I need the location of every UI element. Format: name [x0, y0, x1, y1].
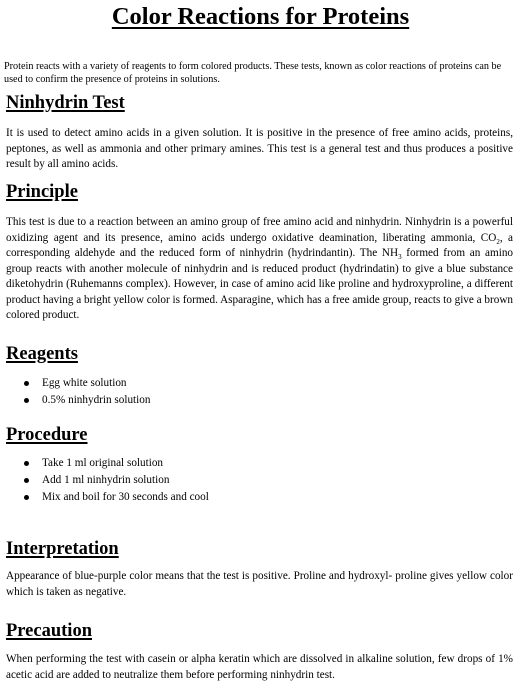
principle-text-c: formed from an amino group reacts with another molecule of ninhydrin and is reduced product (hydrindatin) to give a blue substance diketohydrin (Ruhemanns complex). However, in case of amino acid like proline and hydroxyproline, a different product having a bright yellow color is formed. Asparagine, which has a free amide group, reacts to give a brown colored product. [6, 247, 514, 321]
ninhydrin-test-heading: Ninhydrin Test [6, 93, 125, 113]
interpretation-heading: Interpretation [6, 539, 119, 559]
procedure-heading: Procedure [6, 425, 88, 445]
co2-subscript: 2 [496, 237, 500, 246]
bullet-icon [24, 398, 29, 403]
precaution-heading: Precaution [6, 621, 92, 641]
list-item: Take 1 ml original solution [21, 455, 209, 472]
reagents-heading: Reagents [6, 344, 78, 364]
list-item: 0.5% ninhydrin solution [21, 392, 150, 409]
interpretation-paragraph: Appearance of blue-purple color means that the test is positive. Proline and hydroxyl- proline gives yellow color which is taken as negative. [6, 570, 513, 598]
principle-paragraph [6, 215, 513, 324]
procedure-list [21, 455, 209, 506]
intro-paragraph: Protein reacts with a variety of reagents to form colored products. These tests, known as color reactions of proteins can be used to confirm the presence of proteins in solutions. [4, 61, 502, 85]
bullet-icon [24, 495, 29, 500]
bullet-icon [24, 461, 29, 466]
page-title: Color Reactions for Proteins [111, 3, 410, 30]
list-item: Mix and boil for 30 seconds and cool [21, 489, 209, 506]
list-item: Egg white solution [21, 375, 150, 392]
precaution-paragraph: When performing the test with casein or alpha keratin which are dissolved in alkaline solution, few drops of 1% acetic acid are added to neutralize them before performing ninhydrin test. [6, 653, 513, 681]
bullet-icon [24, 381, 29, 386]
nh3-subscript: 3 [398, 253, 402, 262]
bullet-icon [24, 478, 29, 483]
principle-text-b: , a corresponding aldehyde and the reduced form of ninhydrin (hydrindantin). The NH [6, 231, 514, 259]
list-item: Add 1 ml ninhydrin solution [21, 472, 209, 489]
ninhydrin-test-paragraph: It is used to detect amino acids in a given solution. It is positive in the presence of free amino acids, proteins, peptones, as well as ammonia and other primary amines. This test is a general test and thus produces a positive result by all amino acids. [6, 127, 513, 170]
principle-text-a: This test is due to a reaction between an amino group of free amino acid and ninhydrin. Ninhydrin is a powerful oxidizing agent and its presence, amino acids undergo oxidative deamination, liberating ammonia, CO [6, 216, 513, 244]
reagents-list [21, 375, 150, 409]
principle-heading: Principle [6, 182, 78, 202]
